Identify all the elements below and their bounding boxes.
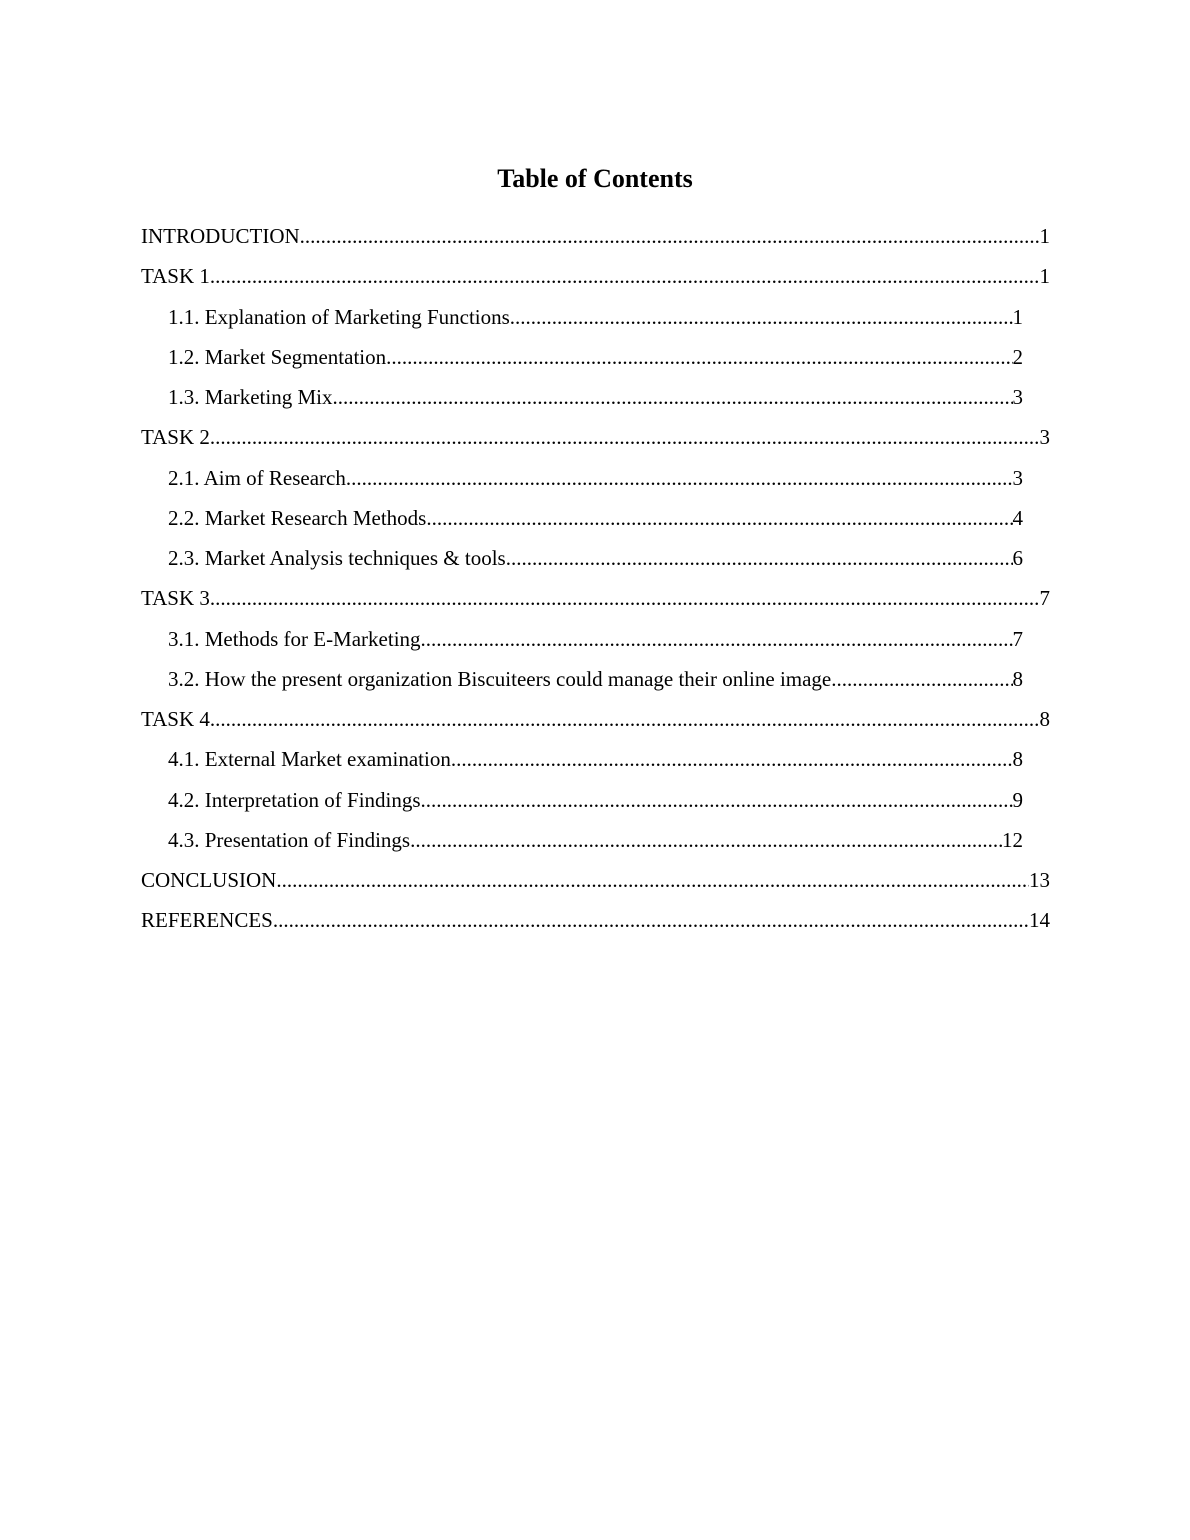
toc-entry-label: 3.1. Methods for E-Marketing (168, 626, 421, 651)
toc-title: Table of Contents (497, 164, 693, 193)
toc-entry[interactable] (141, 623, 1023, 663)
toc-entry-label: 2.1. Aim of Research (168, 465, 346, 490)
toc-page-number: 12 (1002, 827, 1023, 852)
toc-entry[interactable] (141, 824, 1023, 864)
toc-entry-label: 4.1. External Market examination (168, 747, 451, 772)
toc-entry-label: TASK 1 (141, 264, 210, 289)
toc-page-number: 1 (1039, 264, 1050, 289)
toc-entry[interactable] (141, 542, 1023, 582)
toc-page-number: 14 (1029, 908, 1050, 933)
toc-dot-leader (421, 784, 1013, 816)
toc-entry-label: 1.1. Explanation of Marketing Functions (168, 304, 510, 329)
toc-entry[interactable] (141, 663, 1023, 703)
toc-page-number: 9 (1012, 787, 1023, 812)
toc-entry[interactable] (141, 301, 1023, 341)
toc-dot-leader (506, 542, 1013, 574)
toc-dot-leader (210, 703, 1040, 735)
toc-page-number: 3 (1012, 385, 1023, 409)
toc-page-number: 2 (1012, 344, 1023, 369)
toc-entry-label: 3.2. How the present organization Biscuiteers could manage their online image (168, 666, 832, 691)
toc-entry[interactable] (141, 502, 1023, 542)
toc-page-number: 13 (1029, 868, 1050, 892)
toc-page-number: 1 (1012, 304, 1023, 329)
toc-entry[interactable] (141, 462, 1023, 502)
toc-entry-label: TASK 4 (141, 707, 210, 731)
toc-dot-leader (410, 824, 1002, 856)
toc-dot-leader (210, 260, 1040, 292)
toc-entry-label: TASK 3 (141, 586, 210, 611)
toc-entry[interactable] (141, 260, 1050, 300)
toc-entry[interactable] (141, 743, 1023, 783)
toc-entry-label: 2.3. Market Analysis techniques & tools (168, 546, 506, 570)
toc-dot-leader (273, 904, 1029, 936)
toc-page-number: 3 (1012, 465, 1023, 490)
toc-dot-leader (276, 864, 1029, 896)
toc-page-number: 8 (1012, 747, 1023, 772)
toc-entry-label: 1.2. Market Segmentation (168, 344, 387, 369)
toc-entry[interactable] (141, 703, 1050, 743)
toc-dot-leader (510, 301, 1013, 333)
toc-entry-label: 1.3. Marketing Mix (168, 385, 333, 409)
toc-entry-label: 4.3. Presentation of Findings (168, 827, 411, 852)
toc-dot-leader (300, 220, 1040, 252)
toc-page-number: 8 (1012, 666, 1023, 691)
toc-list (141, 220, 1050, 945)
toc-entry[interactable] (141, 421, 1050, 461)
toc-entry[interactable] (141, 784, 1023, 824)
toc-entry[interactable] (141, 381, 1023, 421)
toc-entry-label: TASK 2 (141, 425, 210, 450)
toc-dot-leader (386, 341, 1012, 373)
toc-dot-leader (210, 582, 1040, 614)
toc-page-number: 7 (1012, 626, 1023, 651)
toc-dot-leader (426, 502, 1012, 534)
toc-page-number: 3 (1039, 425, 1050, 450)
toc-entry[interactable] (141, 864, 1050, 904)
toc-dot-leader (332, 381, 1012, 413)
toc-entry-label: REFERENCES (141, 908, 273, 933)
toc-dot-leader (210, 421, 1040, 453)
toc-page-number: 7 (1039, 586, 1050, 611)
toc-page-number: 8 (1039, 707, 1050, 731)
toc-entry-label: INTRODUCTION (141, 224, 300, 248)
toc-dot-leader (451, 743, 1013, 775)
toc-entry-label: CONCLUSION (141, 868, 277, 892)
toc-entry-label: 2.2. Market Research Methods (168, 505, 427, 530)
toc-entry[interactable] (141, 904, 1050, 944)
toc-page-number: 1 (1039, 224, 1050, 248)
toc-page-number: 4 (1012, 505, 1023, 530)
toc-dot-leader (421, 623, 1013, 655)
toc-entry[interactable] (141, 220, 1050, 260)
toc-entry[interactable] (141, 341, 1023, 381)
toc-entry-label: 4.2. Interpretation of Findings (168, 787, 421, 812)
toc-entry[interactable] (141, 582, 1050, 622)
toc-dot-leader (346, 462, 1013, 494)
toc-page-number: 6 (1012, 546, 1023, 570)
toc-dot-leader (831, 663, 1012, 695)
